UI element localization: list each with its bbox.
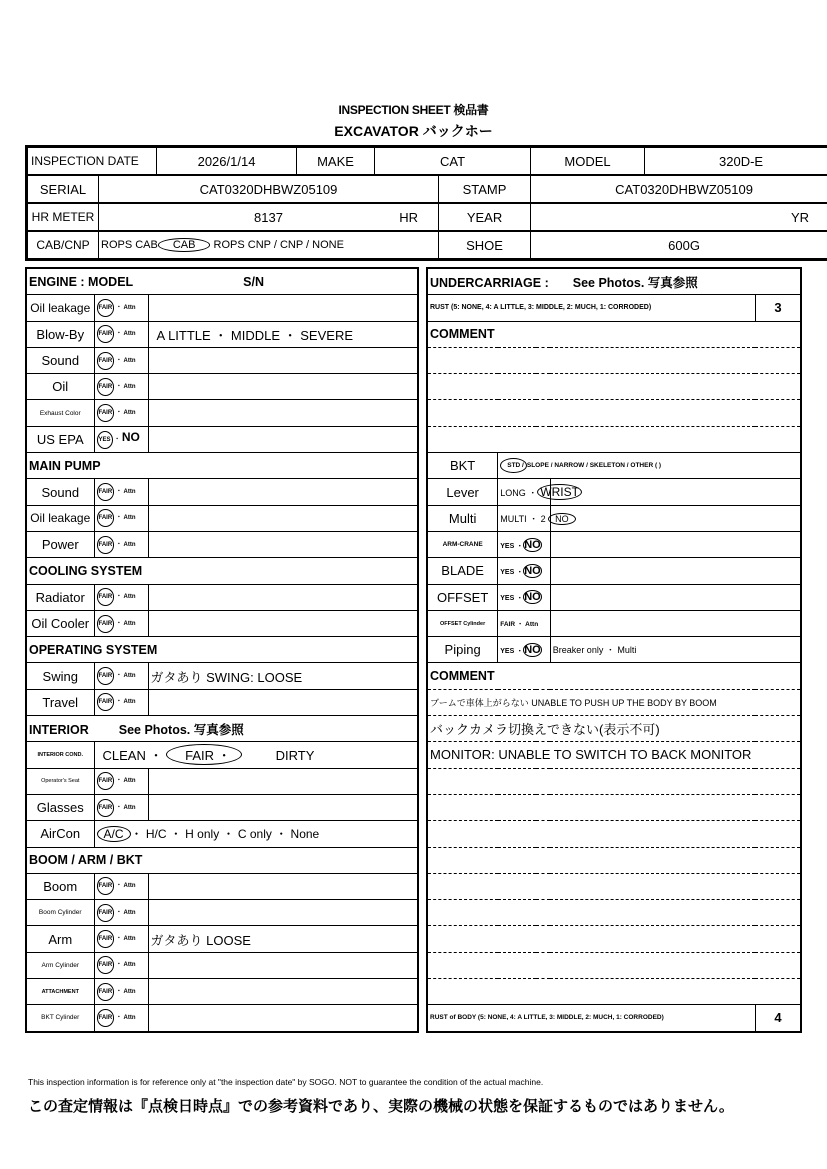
sheet-title: INSPECTION SHEET 検品書 <box>338 103 489 117</box>
interior-cond-label: INTERIOR COND. <box>26 742 94 768</box>
no-selected-circle: NO <box>524 564 541 577</box>
lever-wrist-selected: WRIST <box>537 484 582 500</box>
bkt-label: BKT <box>427 453 498 479</box>
main-pump-header: MAIN PUMP <box>26 453 418 479</box>
pump-row-label: Power <box>26 531 94 557</box>
operating-row-label: Travel <box>26 689 94 715</box>
comment-line[interactable] <box>427 374 801 400</box>
blowby-note: A LITTLE ・ MIDDLE ・ SEVERE <box>148 321 418 347</box>
comment-line[interactable]: MONITOR: UNABLE TO SWITCH TO BACK MONITOR <box>427 742 801 768</box>
boom-row-note <box>148 952 418 978</box>
interior-cond-fair-selected: FAIR ・ <box>166 744 242 765</box>
fair-selected-circle: FAIR <box>97 378 115 396</box>
fair-selected-circle: FAIR <box>97 904 115 922</box>
cooling-row-label: Radiator <box>26 584 94 610</box>
left-inspection-table: ENGINE : MODEL S/N Oil leakage FAIR ・ Attn Blow-By FAIR ・ Attn A LITTLE ・ MIDDLE ・ SEVERE Sound FAIR ・ Attn Oil FAIR ・ Attn Exhaust Color FAIR ・ Attn US EPA YES ・ NO MAIN PUMP Sound FAIR ・ Attn Oil leakage FAIR ・ Attn Power FAIR ・ Attn COOLING SYSTEM Radiator FAIR ・ Attn Oil Cooler FAIR ・ Attn OPERATING SYSTEM Swing FAIR ・ Attn ガタあり SWING: LOOSE Travel FAIR ・ Attn INTERIOR See Photos. 写真参照 INTERIOR COND. CLEAN ・ FAIR ・ DIRTY Operator's Seat FAIR ・ Attn Glasses FAIR ・ Attn AirCon A/C ・ H/C ・ H only ・ C only ・ None BOOM / ARM / BKT Boom FAIR ・ Attn Boom Cylinder FAIR ・ Attn Arm FAIR ・ Attn ガタあり LOOSE Arm Cylinder FAIR ・ Attn ATTACHMENT FAIR ・ Attn BKT Cylinder FAIR ・ Attn <box>25 267 419 1033</box>
fair-selected-circle: FAIR <box>97 983 115 1001</box>
engine-row-note <box>148 374 418 400</box>
operating-row-note <box>148 689 418 715</box>
hr-meter-label: HR METER <box>27 203 99 231</box>
right-inspection-table: UNDERCARRIAGE : See Photos. 写真参照 RUST (5: NONE, 4: A LITTLE, 3: MIDDLE, 2: MUCH, 1: CORRODED) 3 COMMENT BKT STD / SLOPE / NARROW / SKELETON / OTHER ( ) Lever LONG ・ WRIST Multi MULTI ・ 2 NO ARM-CRANE YES ・NO BLADE YES ・NO OFFSET YES ・NO OFFSET Cylinder FAIR ・ Attn Piping YES ・NO Breaker only ・ Multi COMMENT ブームで車体上がらない UNABLE TO PUSH UP THE BODY BY BOOM バックカメラ切換えできない(表示不可) MONITOR: UNABLE TO SWITCH TO BACK MONITOR RUST of BODY (5: NONE, 4: A LITTLE, 3: MIDDLE, 2: MUCH, 1: CORRODED) 4 <box>426 267 802 1033</box>
fair-selected-circle: FAIR <box>97 352 115 370</box>
offset-cylinder-label: OFFSET Cylinder <box>427 610 498 636</box>
year-label: YEAR <box>439 203 531 231</box>
cab-option-cab-selected: CAB <box>158 238 211 252</box>
engine-row-label: Blow-By <box>26 321 94 347</box>
fair-selected-circle: FAIR <box>97 588 115 606</box>
fair-selected-circle: FAIR <box>97 799 115 817</box>
pump-row-label: Oil leakage <box>26 505 94 531</box>
cab-option-rops-cab: ROPS CAB <box>101 239 158 251</box>
no-selected-circle: NO <box>524 591 541 604</box>
pump-row-note <box>148 531 418 557</box>
rust-body-value: 4 <box>755 1005 801 1032</box>
fair-selected-circle: FAIR <box>97 930 115 948</box>
rust-body-label: RUST of BODY (5: NONE, 4: A LITTLE, 3: MIDDLE, 2: MUCH, 1: CORRODED) <box>427 1005 755 1032</box>
comment-line[interactable] <box>427 873 801 899</box>
boom-header: BOOM / ARM / BKT <box>26 847 418 873</box>
pump-row-note <box>148 505 418 531</box>
interior-cond-dirty: DIRTY <box>275 748 315 764</box>
swing-note: ガタあり SWING: LOOSE <box>148 663 418 689</box>
piping-note: Breaker only ・ Multi <box>550 637 801 663</box>
lever-option-long: LONG ・ <box>500 488 538 499</box>
fair-selected-circle: FAIR <box>97 509 115 527</box>
operating-row-label: Swing <box>26 663 94 689</box>
comment-line[interactable]: ブームで車体上がらない UNABLE TO PUSH UP THE BODY BY BOOM <box>427 689 801 715</box>
multi-label: Multi <box>427 505 498 531</box>
cooling-header: COOLING SYSTEM <box>26 558 418 584</box>
machine-info-table <box>25 145 827 261</box>
shoe-label: SHOE <box>439 231 531 260</box>
make-value: CAT <box>375 147 531 176</box>
boom-row-label: Boom <box>26 873 94 899</box>
comment-line[interactable] <box>427 768 801 794</box>
yes-selected-circle: YES <box>97 431 113 449</box>
cooling-row-label: Oil Cooler <box>26 610 94 636</box>
rust-value: 3 <box>755 295 801 321</box>
engine-row-note <box>148 347 418 373</box>
multi-options: MULTI ・ 2 <box>500 513 546 524</box>
pump-row-note <box>148 479 418 505</box>
no-selected-circle: NO <box>524 643 541 656</box>
aircon-ac-selected: A/C <box>97 826 131 842</box>
comment-line[interactable] <box>427 400 801 426</box>
fair-selected-circle: FAIR <box>97 615 115 633</box>
stamp-value: CAT0320DHBWZ05109 <box>531 175 827 203</box>
fair-selected-circle: FAIR <box>97 325 115 343</box>
comment-line[interactable] <box>427 926 801 952</box>
engine-row-label: Exhaust Color <box>26 400 94 426</box>
interior-row-note <box>148 768 418 794</box>
boom-row-label: Boom Cylinder <box>26 900 94 926</box>
comment-line[interactable] <box>427 426 801 452</box>
boom-row-note <box>148 1005 418 1032</box>
fair-selected-circle: FAIR <box>97 667 115 685</box>
offset-label: OFFSET <box>427 584 498 610</box>
make-label: MAKE <box>297 147 375 176</box>
serial-value: CAT0320DHBWZ05109 <box>99 175 439 203</box>
engine-sn-label: S/N <box>243 274 265 289</box>
lever-label: Lever <box>427 479 498 505</box>
fair-selected-circle: FAIR <box>97 536 115 554</box>
fair-selected-circle: FAIR <box>97 1009 115 1027</box>
inspection-date-label: INSPECTION DATE <box>27 147 157 176</box>
engine-row-label: Oil leakage <box>26 295 94 321</box>
comment-line[interactable] <box>427 952 801 978</box>
engine-row-note <box>148 295 418 321</box>
fair-selected-circle: FAIR <box>97 693 115 711</box>
engine-header: ENGINE : MODEL <box>29 274 134 289</box>
fair-selected-circle: FAIR <box>97 299 115 317</box>
comment-line[interactable] <box>427 979 801 1005</box>
boom-row-label: ATTACHMENT <box>26 979 94 1005</box>
shoe-value: 600G <box>531 231 827 260</box>
no-selected-circle: NO <box>524 538 541 551</box>
rust-label: RUST (5: NONE, 4: A LITTLE, 3: MIDDLE, 2: MUCH, 1: CORRODED) <box>427 295 755 321</box>
operating-header: OPERATING SYSTEM <box>26 637 418 663</box>
cab-label: CAB/CNP <box>27 231 99 260</box>
engine-row-label: Sound <box>26 347 94 373</box>
yr-unit: YR <box>790 209 810 225</box>
blade-label: BLADE <box>427 558 498 584</box>
engine-row-note <box>148 400 418 426</box>
fair-selected-circle: FAIR <box>97 772 115 790</box>
interior-row-label: Glasses <box>26 794 94 820</box>
comment-line[interactable] <box>427 347 801 373</box>
boom-row-note <box>148 900 418 926</box>
sheet-subtitle: EXCAVATOR バックホー <box>334 123 493 139</box>
boom-row-note <box>148 873 418 899</box>
multi-no-selected: NO <box>548 513 576 525</box>
hr-meter-value: 8137 <box>254 209 283 225</box>
arm-crane-label: ARM-CRANE <box>427 531 498 557</box>
comment-line[interactable]: バックカメラ切換えできない(表示不可) <box>427 716 801 742</box>
fair-selected-circle: FAIR <box>97 956 115 974</box>
comment2-header: COMMENT <box>427 663 801 689</box>
comment-line[interactable] <box>427 821 801 847</box>
interior-see-photos: See Photos. 写真参照 <box>118 722 244 737</box>
cooling-row-note <box>148 584 418 610</box>
stamp-label: STAMP <box>439 175 531 203</box>
model-label: MODEL <box>531 147 645 176</box>
pump-row-label: Sound <box>26 479 94 505</box>
comment-header: COMMENT <box>427 321 801 347</box>
disclaimer-jp: この査定情報は『点検日時点』での参考資料であり、実際の機械の状態を保証するものではありません。 <box>28 1098 734 1115</box>
bkt-options: SLOPE / NARROW / SKELETON / OTHER ( ) <box>526 462 662 470</box>
arm-note: ガタあり LOOSE <box>148 926 418 952</box>
undercarriage-see-photos: See Photos. 写真参照 <box>572 275 698 290</box>
comment-line[interactable] <box>427 847 801 873</box>
comment-line[interactable] <box>427 900 801 926</box>
interior-row-note <box>148 794 418 820</box>
us-epa-label: US EPA <box>26 426 94 452</box>
comment-line[interactable] <box>427 794 801 820</box>
interior-cond-clean: CLEAN ・ <box>102 748 163 764</box>
engine-row-label: Oil <box>26 374 94 400</box>
cooling-row-note <box>148 610 418 636</box>
serial-label: SERIAL <box>27 175 99 203</box>
model-value: 320D-E <box>645 147 827 176</box>
aircon-label: AirCon <box>26 821 94 847</box>
hr-unit: HR <box>399 209 419 225</box>
interior-header: INTERIOR <box>29 722 89 737</box>
bkt-std-selected: STD / <box>500 458 527 473</box>
fair-selected-circle: FAIR <box>97 483 115 501</box>
aircon-options: ・ H/C ・ H only ・ C only ・ None <box>130 827 320 842</box>
inspection-date-value: 2026/1/14 <box>157 147 297 176</box>
boom-row-note <box>148 979 418 1005</box>
undercarriage-header: UNDERCARRIAGE : <box>430 275 549 290</box>
boom-row-label: Arm Cylinder <box>26 952 94 978</box>
disclaimer-en: This inspection information is for reference only at "the inspection date" by SOGO. NOT to guarantee the condition of the actual machine. <box>28 1077 544 1087</box>
boom-row-label: Arm <box>26 926 94 952</box>
offset-cylinder-options: FAIR ・ Attn <box>498 610 551 636</box>
cab-option-rest: ROPS CNP / CNP / NONE <box>213 239 344 251</box>
fair-selected-circle: FAIR <box>97 877 115 895</box>
piping-label: Piping <box>427 637 498 663</box>
fair-selected-circle: FAIR <box>97 404 115 422</box>
boom-row-label: BKT Cylinder <box>26 1005 94 1032</box>
interior-row-label: Operator's Seat <box>26 768 94 794</box>
